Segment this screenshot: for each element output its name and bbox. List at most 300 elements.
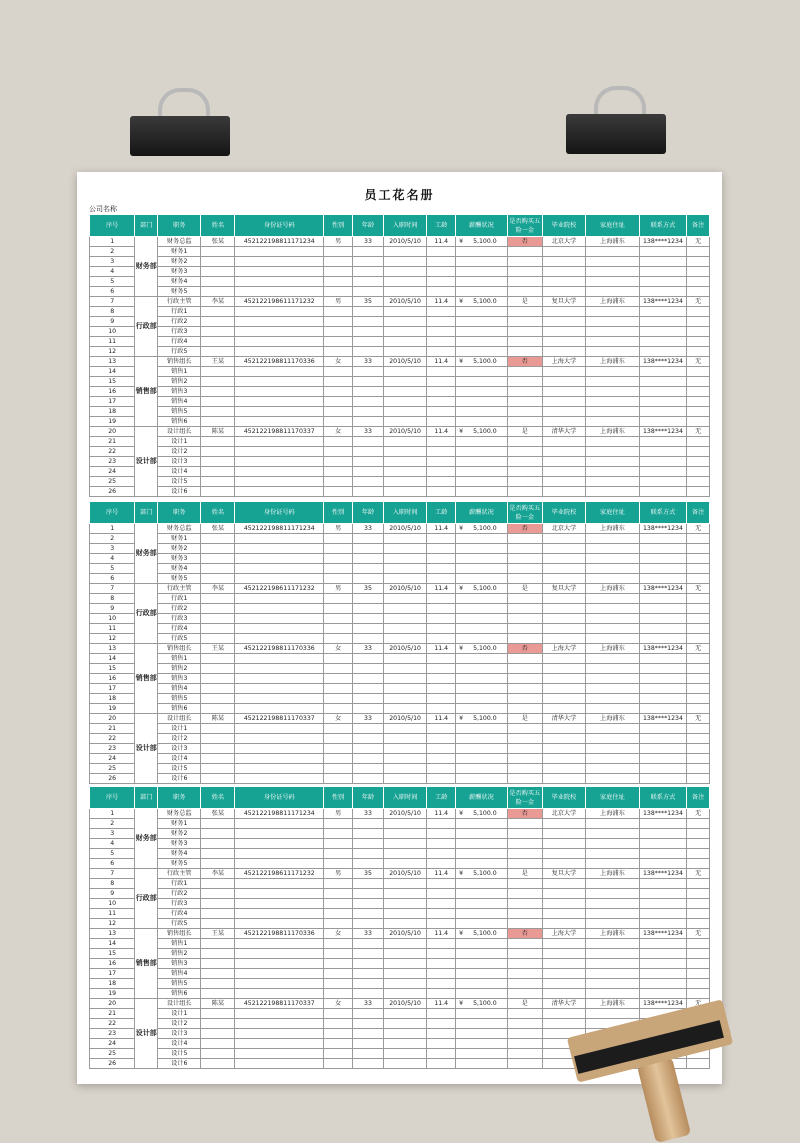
empty-cell [427, 1039, 456, 1049]
empty-cell [507, 889, 542, 899]
tenure-cell: 11.4 [427, 524, 456, 534]
empty-cell [687, 367, 710, 377]
empty-cell [427, 664, 456, 674]
empty-cell [383, 664, 426, 674]
empty-cell [542, 684, 585, 694]
empty-cell [586, 969, 640, 979]
row-number: 13 [90, 644, 135, 654]
age-cell: 33 [353, 524, 384, 534]
department-cell: 设计部 [135, 427, 158, 497]
empty-cell [427, 694, 456, 704]
empty-cell [201, 604, 235, 614]
empty-cell [456, 1019, 508, 1029]
empty-cell [507, 1049, 542, 1059]
empty-cell [353, 337, 384, 347]
empty-cell [586, 307, 640, 317]
empty-cell [201, 829, 235, 839]
row-number: 3 [90, 257, 135, 267]
empty-cell [235, 594, 324, 604]
empty-cell [427, 417, 456, 427]
tenure-cell: 11.4 [427, 929, 456, 939]
empty-cell [427, 1029, 456, 1039]
empty-cell [456, 594, 508, 604]
empty-cell [383, 1029, 426, 1039]
role-cell: 行政主管 [158, 869, 201, 879]
empty-cell [507, 754, 542, 764]
empty-cell [353, 939, 384, 949]
empty-cell [687, 744, 710, 754]
empty-cell [427, 377, 456, 387]
empty-cell [456, 684, 508, 694]
empty-cell [427, 447, 456, 457]
empty-cell [324, 457, 353, 467]
phone-cell: 138****1234 [639, 644, 686, 654]
empty-cell [456, 939, 508, 949]
row-number: 21 [90, 437, 135, 447]
empty-cell [687, 664, 710, 674]
empty-cell [507, 939, 542, 949]
row-number: 13 [90, 357, 135, 367]
empty-cell [542, 889, 585, 899]
empty-cell [201, 879, 235, 889]
phone-cell: 138****1234 [639, 809, 686, 819]
phone-cell: 138****1234 [639, 357, 686, 367]
row-number: 26 [90, 487, 135, 497]
empty-cell [383, 437, 426, 447]
table-row [90, 277, 710, 287]
name-cell: 张某 [201, 809, 235, 819]
empty-cell [687, 257, 710, 267]
hire-date-cell: 2010/5/10 [383, 584, 426, 594]
empty-cell [235, 307, 324, 317]
empty-cell [456, 397, 508, 407]
table-row [90, 457, 710, 467]
empty-cell [324, 397, 353, 407]
row-number: 25 [90, 1049, 135, 1059]
empty-cell [639, 764, 686, 774]
row-number: 16 [90, 387, 135, 397]
empty-cell [639, 397, 686, 407]
empty-cell [456, 417, 508, 427]
empty-cell [456, 949, 508, 959]
role-cell: 财务4 [158, 849, 201, 859]
column-header: 职务 [158, 502, 201, 524]
empty-cell [586, 764, 640, 774]
empty-cell [687, 277, 710, 287]
empty-cell [639, 467, 686, 477]
role-cell: 行政1 [158, 307, 201, 317]
empty-cell [235, 487, 324, 497]
empty-cell [235, 624, 324, 634]
empty-cell [324, 367, 353, 377]
role-cell: 财务3 [158, 839, 201, 849]
phone-cell: 138****1234 [639, 427, 686, 437]
empty-cell [235, 734, 324, 744]
role-cell: 销售5 [158, 979, 201, 989]
empty-cell [456, 564, 508, 574]
empty-cell [542, 839, 585, 849]
empty-cell [383, 287, 426, 297]
empty-cell [324, 437, 353, 447]
binder-clip-right [566, 86, 666, 158]
empty-cell [235, 477, 324, 487]
empty-cell [542, 819, 585, 829]
phone-cell: 138****1234 [639, 999, 686, 1009]
role-cell: 行政主管 [158, 297, 201, 307]
empty-cell [324, 377, 353, 387]
empty-cell [586, 337, 640, 347]
empty-cell [324, 969, 353, 979]
empty-cell [383, 487, 426, 497]
id-number-cell: 452122198811170337 [235, 427, 324, 437]
empty-cell [456, 1059, 508, 1069]
role-cell: 销售3 [158, 674, 201, 684]
empty-cell [383, 859, 426, 869]
row-number: 16 [90, 674, 135, 684]
table-row [90, 1009, 710, 1019]
row-number: 24 [90, 467, 135, 477]
id-number-cell: 452122198611171232 [235, 869, 324, 879]
empty-cell [456, 477, 508, 487]
role-cell: 行政4 [158, 337, 201, 347]
empty-cell [639, 684, 686, 694]
empty-cell [687, 859, 710, 869]
row-number: 7 [90, 584, 135, 594]
column-header: 是否购买五险一金 [507, 502, 542, 524]
empty-cell [542, 1019, 585, 1029]
role-cell: 销售1 [158, 939, 201, 949]
empty-cell [383, 989, 426, 999]
gender-cell: 女 [324, 427, 353, 437]
empty-cell [235, 694, 324, 704]
empty-cell [383, 327, 426, 337]
empty-cell [201, 1019, 235, 1029]
empty-cell [456, 437, 508, 447]
role-cell: 设计5 [158, 477, 201, 487]
empty-cell [639, 307, 686, 317]
table-row [90, 734, 710, 744]
department-cell: 销售部 [135, 357, 158, 427]
empty-cell [639, 899, 686, 909]
empty-cell [383, 899, 426, 909]
empty-cell [201, 899, 235, 909]
empty-cell [324, 839, 353, 849]
empty-cell [586, 694, 640, 704]
empty-cell [383, 367, 426, 377]
role-cell: 行政1 [158, 879, 201, 889]
id-number-cell: 452122198811170336 [235, 357, 324, 367]
phone-cell: 138****1234 [639, 714, 686, 724]
empty-cell [542, 859, 585, 869]
empty-cell [201, 634, 235, 644]
empty-cell [353, 634, 384, 644]
empty-cell [427, 267, 456, 277]
empty-cell [639, 744, 686, 754]
empty-cell [235, 704, 324, 714]
empty-cell [353, 554, 384, 564]
empty-cell [427, 634, 456, 644]
empty-cell [201, 819, 235, 829]
role-cell: 设计2 [158, 734, 201, 744]
empty-cell [427, 487, 456, 497]
empty-cell [383, 534, 426, 544]
empty-cell [324, 724, 353, 734]
empty-cell [235, 819, 324, 829]
empty-cell [427, 919, 456, 929]
empty-cell [687, 654, 710, 664]
row-number: 22 [90, 1019, 135, 1029]
row-number: 20 [90, 999, 135, 1009]
school-cell: 复旦大学 [542, 297, 585, 307]
empty-cell [353, 417, 384, 427]
empty-cell [456, 1039, 508, 1049]
school-cell: 上海大学 [542, 644, 585, 654]
note-cell: 无 [687, 297, 710, 307]
empty-cell [507, 387, 542, 397]
role-cell: 财务2 [158, 257, 201, 267]
empty-cell [353, 387, 384, 397]
empty-cell [324, 744, 353, 754]
column-header: 是否购买五险一金 [507, 787, 542, 809]
empty-cell [324, 829, 353, 839]
empty-cell [456, 347, 508, 357]
empty-cell [542, 467, 585, 477]
role-cell: 财务2 [158, 544, 201, 554]
note-cell: 无 [687, 524, 710, 534]
table-row [90, 644, 710, 654]
school-cell: 清华大学 [542, 999, 585, 1009]
table-row [90, 257, 710, 267]
empty-cell [586, 397, 640, 407]
empty-cell [507, 819, 542, 829]
row-number: 2 [90, 247, 135, 257]
empty-cell [456, 554, 508, 564]
empty-cell [542, 287, 585, 297]
empty-cell [586, 247, 640, 257]
empty-cell [383, 564, 426, 574]
empty-cell [427, 564, 456, 574]
empty-cell [456, 764, 508, 774]
department-cell: 财务部 [135, 524, 158, 584]
empty-cell [427, 979, 456, 989]
role-cell: 财务1 [158, 819, 201, 829]
empty-cell [542, 307, 585, 317]
empty-cell [324, 564, 353, 574]
row-number: 18 [90, 979, 135, 989]
empty-cell [324, 594, 353, 604]
tenure-cell: 11.4 [427, 357, 456, 367]
empty-cell [383, 574, 426, 584]
empty-cell [507, 989, 542, 999]
empty-cell [353, 949, 384, 959]
empty-cell [639, 267, 686, 277]
empty-cell [456, 979, 508, 989]
empty-cell [235, 1049, 324, 1059]
department-cell: 行政部 [135, 584, 158, 644]
empty-cell [235, 1009, 324, 1019]
empty-cell [456, 327, 508, 337]
row-number: 14 [90, 367, 135, 377]
school-cell: 北京大学 [542, 237, 585, 247]
empty-cell [507, 534, 542, 544]
empty-cell [427, 879, 456, 889]
empty-cell [427, 534, 456, 544]
empty-cell [586, 829, 640, 839]
empty-cell [201, 327, 235, 337]
empty-cell [235, 447, 324, 457]
empty-cell [383, 829, 426, 839]
table-row [90, 899, 710, 909]
empty-cell [383, 257, 426, 267]
empty-cell [542, 387, 585, 397]
empty-cell [427, 674, 456, 684]
empty-cell [383, 417, 426, 427]
column-header: 工龄 [427, 787, 456, 809]
table-row [90, 237, 710, 247]
role-cell: 行政5 [158, 347, 201, 357]
role-cell: 行政4 [158, 909, 201, 919]
row-number: 17 [90, 684, 135, 694]
empty-cell [383, 949, 426, 959]
empty-cell [201, 594, 235, 604]
empty-cell [586, 734, 640, 744]
note-cell: 无 [687, 999, 710, 1009]
role-cell: 销售组长 [158, 644, 201, 654]
empty-cell [542, 1009, 585, 1019]
role-cell: 设计6 [158, 1059, 201, 1069]
empty-cell [456, 959, 508, 969]
empty-cell [383, 594, 426, 604]
empty-cell [235, 889, 324, 899]
empty-cell [324, 734, 353, 744]
roster-table [89, 214, 710, 497]
column-header: 工龄 [427, 215, 456, 237]
empty-cell [639, 674, 686, 684]
empty-cell [353, 819, 384, 829]
column-header: 身份证号码 [235, 787, 324, 809]
table-row [90, 724, 710, 734]
empty-cell [383, 1059, 426, 1069]
empty-cell [353, 654, 384, 664]
role-cell: 行政4 [158, 624, 201, 634]
row-number: 16 [90, 959, 135, 969]
empty-cell [542, 939, 585, 949]
empty-cell [383, 347, 426, 357]
empty-cell [324, 684, 353, 694]
table-row [90, 287, 710, 297]
empty-cell [201, 664, 235, 674]
empty-cell [201, 684, 235, 694]
column-header: 年龄 [353, 502, 384, 524]
empty-cell [201, 1049, 235, 1059]
empty-cell [687, 764, 710, 774]
role-cell: 财务5 [158, 574, 201, 584]
role-cell: 行政5 [158, 634, 201, 644]
empty-cell [235, 1019, 324, 1029]
empty-cell [639, 554, 686, 564]
id-number-cell: 452122198811171234 [235, 237, 324, 247]
role-cell: 销售5 [158, 694, 201, 704]
currency-symbol: ¥ [459, 645, 464, 652]
column-header: 工龄 [427, 502, 456, 524]
empty-cell [687, 969, 710, 979]
table-row [90, 377, 710, 387]
empty-cell [201, 307, 235, 317]
empty-cell [586, 467, 640, 477]
column-header: 毕业院校 [542, 787, 585, 809]
empty-cell [353, 969, 384, 979]
empty-cell [324, 417, 353, 427]
empty-cell [235, 849, 324, 859]
empty-cell [586, 979, 640, 989]
insurance-cell: 否 [507, 237, 542, 247]
empty-cell [324, 1059, 353, 1069]
gender-cell: 男 [324, 584, 353, 594]
empty-cell [639, 347, 686, 357]
empty-cell [507, 367, 542, 377]
empty-cell [687, 949, 710, 959]
empty-cell [586, 949, 640, 959]
phone-cell: 138****1234 [639, 869, 686, 879]
role-cell: 行政5 [158, 919, 201, 929]
table-row [90, 869, 710, 879]
empty-cell [324, 544, 353, 554]
address-cell: 上海浦东 [586, 929, 640, 939]
role-cell: 销售1 [158, 367, 201, 377]
salary-cell [456, 237, 508, 247]
empty-cell [235, 909, 324, 919]
empty-cell [639, 447, 686, 457]
column-header: 部门 [135, 502, 158, 524]
empty-cell [586, 624, 640, 634]
department-cell: 设计部 [135, 714, 158, 784]
empty-cell [201, 247, 235, 257]
empty-cell [201, 387, 235, 397]
empty-cell [353, 257, 384, 267]
empty-cell [324, 1039, 353, 1049]
empty-cell [324, 949, 353, 959]
column-header: 姓名 [201, 215, 235, 237]
empty-cell [324, 849, 353, 859]
roster-block-2 [89, 501, 710, 784]
role-cell: 行政主管 [158, 584, 201, 594]
roster-block-1 [89, 214, 710, 497]
empty-cell [383, 744, 426, 754]
empty-cell [201, 969, 235, 979]
empty-cell [201, 267, 235, 277]
empty-cell [586, 819, 640, 829]
empty-cell [427, 819, 456, 829]
phone-cell: 138****1234 [639, 929, 686, 939]
empty-cell [353, 704, 384, 714]
empty-cell [353, 367, 384, 377]
empty-cell [383, 317, 426, 327]
empty-cell [542, 554, 585, 564]
empty-cell [324, 247, 353, 257]
empty-cell [639, 604, 686, 614]
empty-cell [456, 457, 508, 467]
empty-cell [456, 674, 508, 684]
empty-cell [235, 634, 324, 644]
empty-cell [353, 989, 384, 999]
role-cell: 销售2 [158, 664, 201, 674]
empty-cell [507, 467, 542, 477]
empty-cell [235, 397, 324, 407]
empty-cell [687, 754, 710, 764]
empty-cell [235, 724, 324, 734]
empty-cell [324, 604, 353, 614]
column-header: 职务 [158, 787, 201, 809]
